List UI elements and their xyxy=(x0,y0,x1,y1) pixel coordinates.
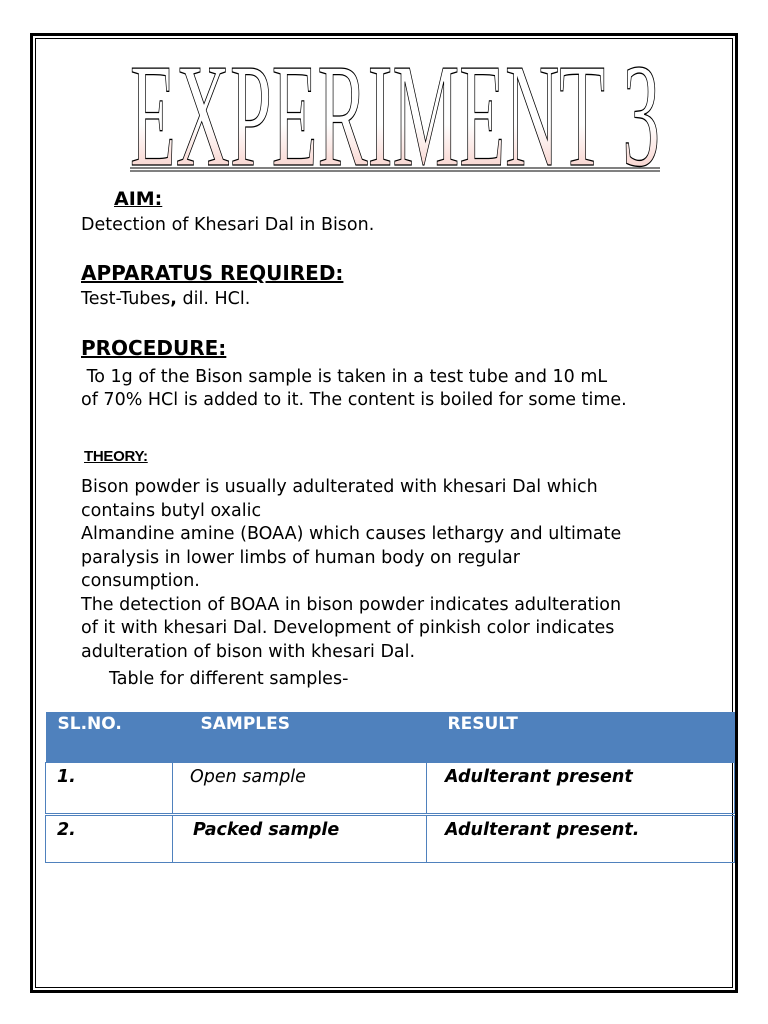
aim-heading: AIM: xyxy=(114,188,163,210)
cell-slno: 2. xyxy=(46,814,173,862)
column-header-samples: SAMPLES xyxy=(173,712,427,762)
theory-text xyxy=(81,476,621,664)
experiment-title-wordart xyxy=(120,40,670,175)
cell-sample: Packed sample xyxy=(173,814,427,862)
theory-heading: THEORY: xyxy=(84,448,148,465)
apparatus-text xyxy=(81,288,250,311)
theory-line: paralysis in lower limbs of human body on regular xyxy=(81,547,520,568)
results-table xyxy=(45,712,735,863)
procedure-text xyxy=(81,366,627,412)
procedure-line: To 1g of the Bison sample is taken in a test tube and 10 mL xyxy=(81,367,608,387)
theory-line: The detection of BOAA in bison powder indicates adulteration xyxy=(81,594,622,615)
cell-slno: 1. xyxy=(46,762,173,814)
cell-sample: Open sample xyxy=(173,762,427,814)
theory-line: Almandine amine (BOAA) which causes lethargy and ultimate xyxy=(81,524,622,544)
apparatus-text-comma: , xyxy=(170,289,177,309)
column-header-slno: SL.NO. xyxy=(46,712,173,762)
procedure-line: of 70% HCl is added to it. The content is boiled for some time. xyxy=(81,390,627,410)
apparatus-heading: APPARATUS REQUIRED: xyxy=(81,261,344,285)
column-header-result: RESULT xyxy=(427,712,735,762)
theory-line: Bison powder is usually adulterated with khesari Dal which xyxy=(81,477,598,497)
theory-line: consumption. xyxy=(81,571,200,591)
theory-line: of it with khesari Dal. Development of pinkish color indicates xyxy=(81,618,615,638)
experiment-title: EXPERIMENT 3 xyxy=(130,40,660,175)
theory-line: contains butyl oxalic xyxy=(81,500,262,521)
aim-text: Detection of Khesari Dal in Bison. xyxy=(81,215,375,235)
table-row xyxy=(46,814,735,862)
cell-result: Adulterant present. xyxy=(427,814,735,862)
table-row xyxy=(46,762,735,814)
apparatus-text-prefix: Test-Tubes xyxy=(81,289,171,309)
procedure-heading: PROCEDURE: xyxy=(81,336,227,360)
table-caption: Table for different samples- xyxy=(109,669,349,689)
apparatus-text-suffix: dil. HCl. xyxy=(176,289,251,309)
table-header-row xyxy=(46,712,735,762)
theory-line: adulteration of bison with khesari Dal. xyxy=(81,641,416,662)
cell-result: Adulterant present xyxy=(427,762,735,814)
